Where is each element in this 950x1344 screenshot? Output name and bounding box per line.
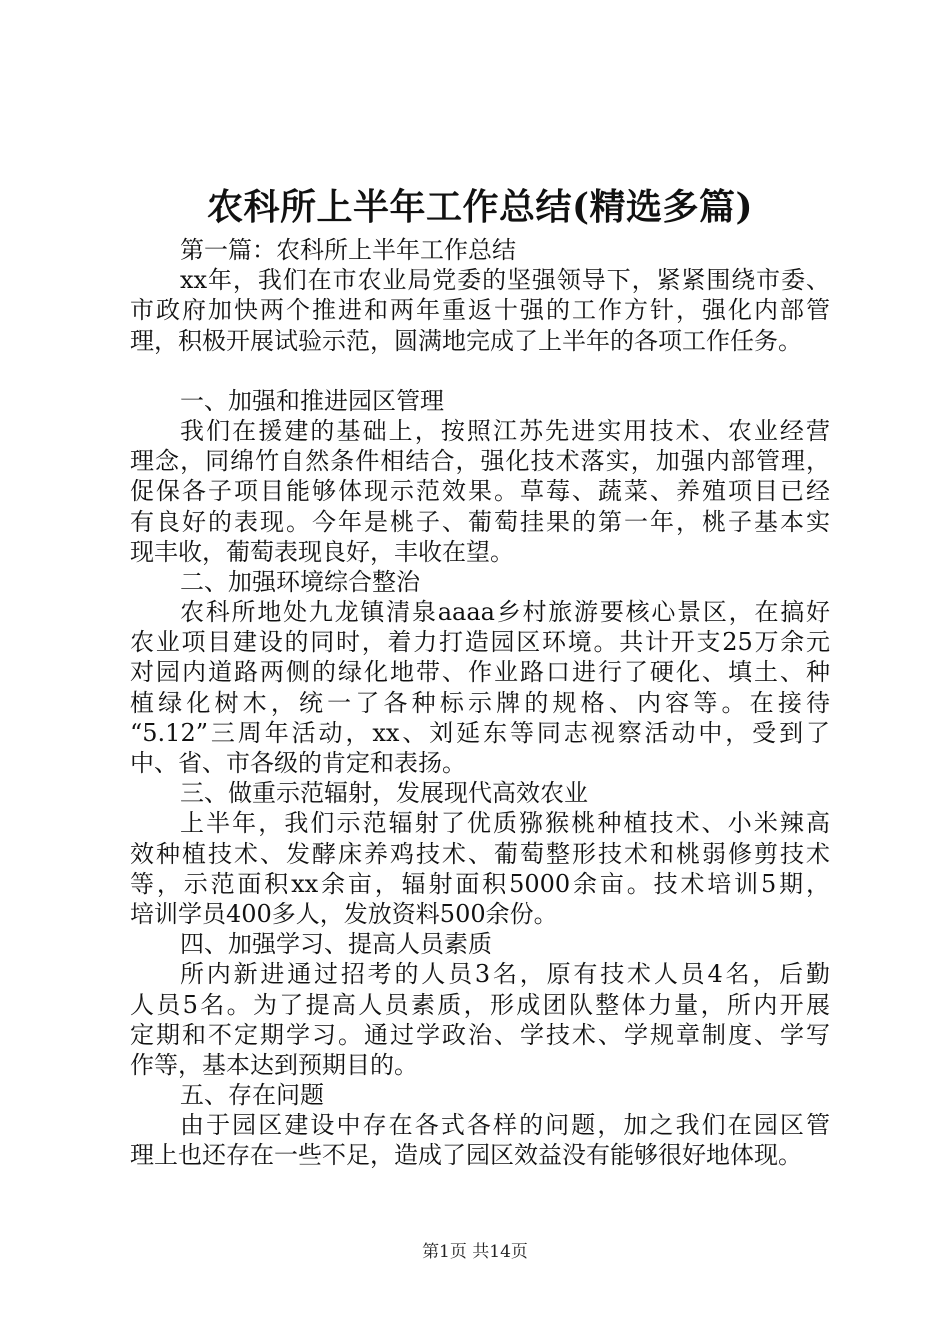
paragraph-line: 培训学员400多人，发放资料500余份。 <box>130 899 558 928</box>
section-heading: 五、存在问题 <box>180 1081 324 1110</box>
paragraph-line: 定期和不定期学习。通过学政治、学技术、学规章制度、学写 <box>130 1020 830 1049</box>
paragraph-line: 农业项目建设的同时，着力打造园区环境。共计开支25万余元 <box>130 628 830 657</box>
paragraph-line: 中、省、市各级的肯定和表扬。 <box>130 749 466 777</box>
paragraph-line: 现丰收，葡萄表现良好，丰收在望。 <box>130 537 514 566</box>
paragraph-line: 市政府加快两个推进和两年重返十强的工作方针，强化内部管 <box>130 296 830 325</box>
paragraph-line: 作等，基本达到预期目的。 <box>130 1050 418 1079</box>
paragraph-line: 由于园区建设中存在各式各样的问题，加之我们在园区管 <box>180 1111 830 1140</box>
page-number-footer: 第1页 共14页 <box>422 1242 528 1262</box>
paragraph-line: 理念，同绵竹自然条件相结合，强化技术落实，加强内部管理， <box>130 447 830 476</box>
document-title: 农科所上半年工作总结(精选多篇) <box>206 186 754 228</box>
paragraph-gap <box>130 356 830 386</box>
paragraph-line: 理，积极开展试验示范，圆满地完成了上半年的各项工作任务。 <box>130 326 802 355</box>
section-heading: 第一篇：农科所上半年工作总结 <box>180 236 516 264</box>
section-heading: 三、做重示范辐射，发展现代高效农业 <box>180 779 588 808</box>
paragraph-line: xx年，我们在市农业局党委的坚强领导下，紧紧围绕市委、 <box>180 266 830 295</box>
section-heading: 二、加强环境综合整治 <box>180 567 420 596</box>
paragraph-line: 人员5名。为了提高人员素质，形成团队整体力量，所内开展 <box>130 990 830 1019</box>
paragraph-line: 所内新进通过招考的人员3名，原有技术人员4名，后勤 <box>180 960 830 989</box>
section-heading: 四、加强学习、提高人员素质 <box>180 930 492 959</box>
paragraph-line: 植绿化树木，统一了各种标示牌的规格、内容等。在接待 <box>130 688 830 717</box>
paragraph-line: 农科所地处九龙镇清泉aaaa乡村旅游要核心景区，在搞好 <box>180 598 830 627</box>
paragraph-line: 效种植技术、发酵床养鸡技术、葡萄整形技术和桃弱修剪技术 <box>130 839 830 868</box>
paragraph-line: 对园内道路两侧的绿化地带、作业路口进行了硬化、填土、种 <box>130 658 830 687</box>
section-heading: 一、加强和推进园区管理 <box>180 386 444 415</box>
paragraph-line: 我们在援建的基础上，按照江苏先进实用技术、农业经营 <box>180 416 830 445</box>
paragraph-line: 有良好的表现。今年是桃子、葡萄挂果的第一年，桃子基本实 <box>130 507 830 536</box>
paragraph-line: 理上也还存在一些不足，造成了园区效益没有能够很好地体现。 <box>130 1141 802 1170</box>
paragraph-line: 促保各子项目能够体现示范效果。草莓、蔬菜、养殖项目已经 <box>130 477 830 506</box>
paragraph-line: 等，示范面积xx余亩，辐射面积5000余亩。技术培训5期， <box>130 869 830 898</box>
document-body <box>130 235 830 1171</box>
paragraph-line: 上半年，我们示范辐射了优质猕猴桃种植技术、小米辣高 <box>180 809 830 838</box>
paragraph-line: “5.12”三周年活动，xx、刘延东等同志视察活动中，受到了 <box>130 718 830 747</box>
